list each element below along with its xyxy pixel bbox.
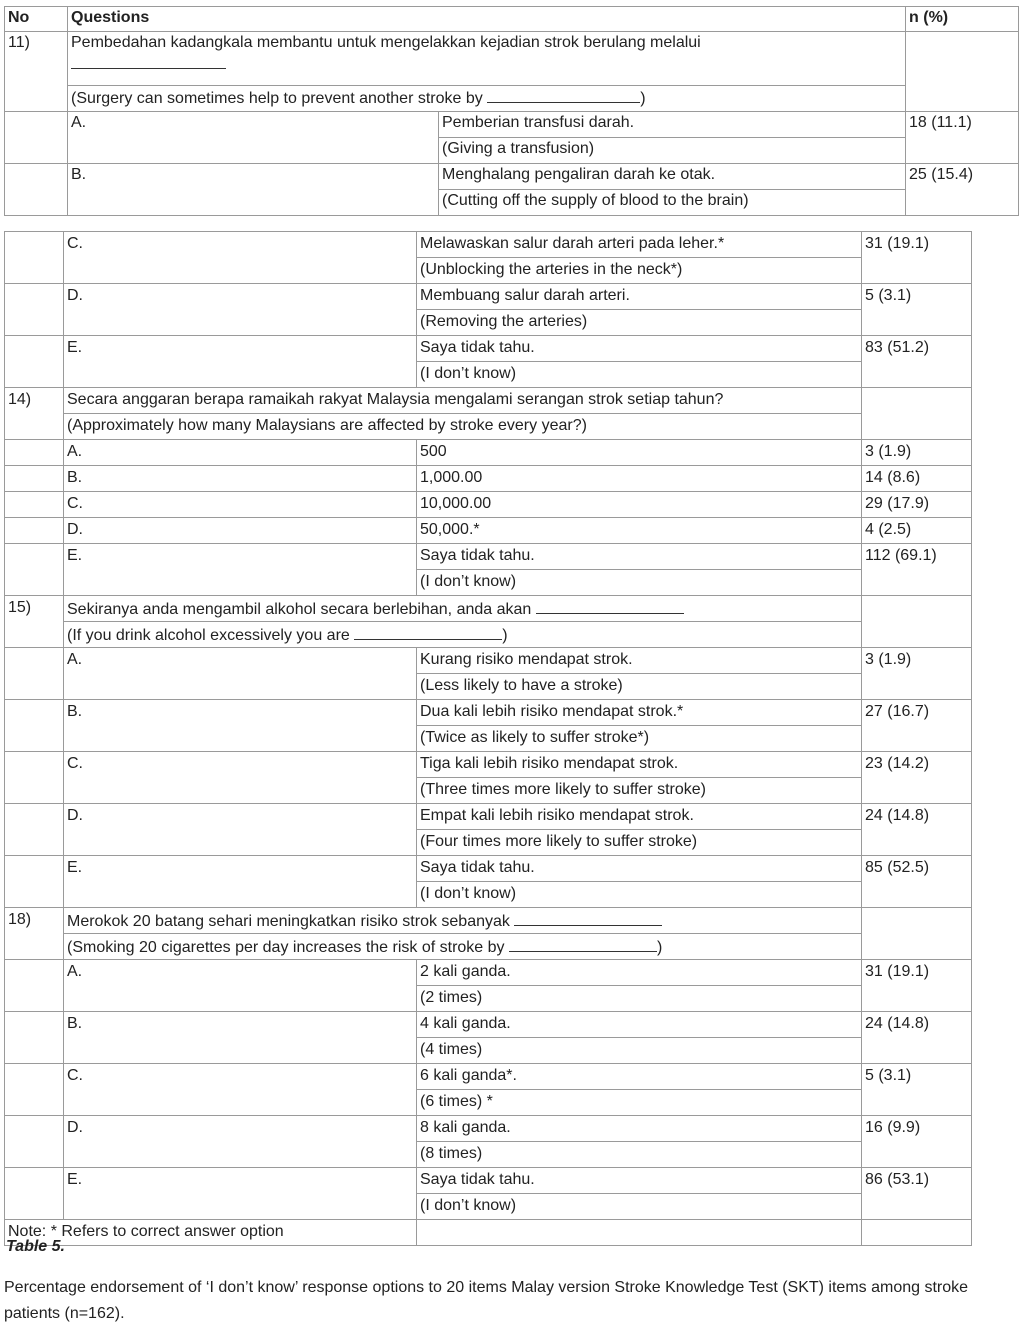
empty-cell: [5, 232, 64, 284]
q11-english-row: [5, 86, 1019, 112]
q14-option-a-row: [5, 440, 972, 466]
table-description: Percentage endorsement of ‘I don’t know’ response options to 20 items Malay version Stroke Knowledge Test (SKT) items among stroke patients (n=162).: [4, 1279, 969, 1322]
q18-d-english: (8 times): [417, 1142, 862, 1168]
q11-english-text: (Surgery can sometimes help to prevent another stroke by: [71, 90, 483, 107]
q18-malay-blank: [514, 911, 662, 926]
q15-c-n: 23 (14.2): [862, 752, 972, 804]
q14-option-b-row: [5, 466, 972, 492]
q11-c-letter: C.: [64, 232, 417, 284]
q14-e-n: 112 (69.1): [862, 544, 972, 596]
empty-cell: [5, 336, 64, 388]
empty-cell: [5, 492, 64, 518]
table-note: Note: * Refers to correct answer option: [5, 1220, 417, 1246]
q15-a-english: (Less likely to have a stroke): [417, 674, 862, 700]
empty-cell: [862, 1220, 972, 1246]
empty-cell: [5, 284, 64, 336]
q15-d-english: (Four times more likely to suffer stroke): [417, 830, 862, 856]
q18-c-letter: C.: [64, 1064, 417, 1116]
empty-cell: [5, 544, 64, 596]
q11-option-c-row: [5, 232, 972, 258]
q18-a-english: (2 times): [417, 986, 862, 1012]
q11-english-blank: [487, 88, 640, 103]
empty-cell: [5, 112, 68, 164]
q15-c-letter: C.: [64, 752, 417, 804]
q15-english-row: [5, 622, 972, 648]
q15-option-b-row: [5, 700, 972, 726]
empty-cell: [5, 648, 64, 700]
q15-c-malay: Tiga kali lebih risiko mendapat strok.: [417, 752, 862, 778]
q11-c-malay: Melawaskan salur darah arteri pada leher.*: [417, 232, 862, 258]
q15-a-n: 3 (1.9): [862, 648, 972, 700]
q11-malay-text: Pembedahan kadangkala membantu untuk mengelakkan kejadian strok berulang melalui: [71, 34, 701, 51]
q11-malay-row: [5, 32, 1019, 86]
q14-english: (Approximately how many Malaysians are affected by stroke every year?): [64, 414, 862, 440]
q11-number: 11): [5, 32, 68, 112]
q15-b-letter: B.: [64, 700, 417, 752]
q11-e-malay: Saya tidak tahu.: [417, 336, 862, 362]
q11-option-b-row: [5, 164, 1019, 190]
q11-close-paren: ): [640, 90, 646, 107]
q18-c-malay: 6 kali ganda*.: [417, 1064, 862, 1090]
q15-b-n: 27 (16.7): [862, 700, 972, 752]
q14-e-letter: E.: [64, 544, 417, 596]
q11-n-empty: [906, 32, 1019, 112]
q11-malay: [68, 32, 906, 86]
q14-d-text: 50,000.*: [417, 518, 862, 544]
q15-malay-text: Sekiranya anda mengambil alkohol secara berlebihan, anda akan: [67, 601, 532, 618]
q14-malay: Secara anggaran berapa ramaikah rakyat Malaysia mengalami serangan strok setiap tahun?: [64, 388, 862, 414]
q15-number: 15): [5, 596, 64, 648]
q15-d-letter: D.: [64, 804, 417, 856]
empty-cell: [5, 466, 64, 492]
q14-option-e-row: [5, 544, 972, 570]
table-caption: Table 5.: [6, 1238, 65, 1255]
q15-malay: [64, 596, 862, 622]
q18-a-letter: A.: [64, 960, 417, 1012]
empty-cell: [5, 856, 64, 908]
empty-cell: [5, 440, 64, 466]
q18-a-n: 31 (19.1): [862, 960, 972, 1012]
q11-b-english: (Cutting off the supply of blood to the brain): [439, 190, 906, 216]
empty-cell: [5, 1012, 64, 1064]
q15-a-letter: A.: [64, 648, 417, 700]
q11-b-letter: B.: [68, 164, 439, 216]
q14-e-english: (I don’t know): [417, 570, 862, 596]
q15-option-a-row: [5, 648, 972, 674]
q14-n-empty: [862, 388, 972, 440]
q11-blank: [71, 54, 226, 69]
q18-english: [64, 934, 862, 960]
q14-d-n: 4 (2.5): [862, 518, 972, 544]
q14-e-malay: Saya tidak tahu.: [417, 544, 862, 570]
q18-c-n: 5 (3.1): [862, 1064, 972, 1116]
q14-c-text: 10,000.00: [417, 492, 862, 518]
header-questions: Questions: [68, 7, 906, 32]
q14-c-n: 29 (17.9): [862, 492, 972, 518]
header-n-pct: n (%): [906, 7, 1019, 32]
q11-d-malay: Membuang salur darah arteri.: [417, 284, 862, 310]
empty-cell: [5, 1064, 64, 1116]
q11-option-a-row: [5, 112, 1019, 138]
empty-cell: [5, 518, 64, 544]
q11-d-n: 5 (3.1): [862, 284, 972, 336]
q14-d-letter: D.: [64, 518, 417, 544]
q15-e-malay: Saya tidak tahu.: [417, 856, 862, 882]
table-header-row: [5, 7, 1019, 32]
q15-option-d-row: [5, 804, 972, 830]
q11-e-english: (I don’t know): [417, 362, 862, 388]
q14-b-text: 1,000.00: [417, 466, 862, 492]
empty-cell: [5, 700, 64, 752]
q11-d-english: (Removing the arteries): [417, 310, 862, 336]
q15-b-english: (Twice as likely to suffer stroke*): [417, 726, 862, 752]
empty-cell: [5, 804, 64, 856]
q11-c-n: 31 (19.1): [862, 232, 972, 284]
q18-b-n: 24 (14.8): [862, 1012, 972, 1064]
q18-e-english: (I don’t know): [417, 1194, 862, 1220]
q15-malay-row: [5, 596, 972, 622]
q15-close-paren: ): [502, 627, 508, 644]
q18-d-letter: D.: [64, 1116, 417, 1168]
q18-e-malay: Saya tidak tahu.: [417, 1168, 862, 1194]
q11-e-n: 83 (51.2): [862, 336, 972, 388]
q18-english-row: [5, 934, 972, 960]
q11-a-english: (Giving a transfusion): [439, 138, 906, 164]
q18-d-n: 16 (9.9): [862, 1116, 972, 1168]
q11-b-n: 25 (15.4): [906, 164, 1019, 216]
q14-malay-row: [5, 388, 972, 414]
q18-b-malay: 4 kali ganda.: [417, 1012, 862, 1038]
empty-cell: [5, 752, 64, 804]
q14-b-letter: B.: [64, 466, 417, 492]
q18-d-malay: 8 kali ganda.: [417, 1116, 862, 1142]
q14-number: 14): [5, 388, 64, 440]
q18-option-b-row: [5, 1012, 972, 1038]
q18-english-text: (Smoking 20 cigarettes per day increases the risk of stroke by: [67, 939, 505, 956]
q15-english: [64, 622, 862, 648]
header-no: No: [5, 7, 68, 32]
q15-english-text: (If you drink alcohol excessively you are: [67, 627, 350, 644]
q11-c-english: (Unblocking the arteries in the neck*): [417, 258, 862, 284]
q14-option-d-row: [5, 518, 972, 544]
note-row: [5, 1220, 972, 1246]
q18-b-letter: B.: [64, 1012, 417, 1064]
q15-e-english: (I don’t know): [417, 882, 862, 908]
q11-english: [68, 86, 906, 112]
q15-english-blank: [354, 625, 502, 640]
q18-e-n: 86 (53.1): [862, 1168, 972, 1220]
q18-malay: [64, 908, 862, 934]
q15-a-malay: Kurang risiko mendapat strok.: [417, 648, 862, 674]
q18-n-empty: [862, 908, 972, 960]
knowledge-table-part-1: [4, 6, 1019, 216]
q14-c-letter: C.: [64, 492, 417, 518]
q18-option-a-row: [5, 960, 972, 986]
q11-option-d-row: [5, 284, 972, 310]
q18-option-d-row: [5, 1116, 972, 1142]
q18-number: 18): [5, 908, 64, 960]
empty-cell: [5, 1116, 64, 1168]
q11-a-letter: A.: [68, 112, 439, 164]
q11-e-letter: E.: [64, 336, 417, 388]
empty-cell: [417, 1220, 862, 1246]
q14-a-text: 500: [417, 440, 862, 466]
empty-cell: [5, 164, 68, 216]
q15-option-c-row: [5, 752, 972, 778]
knowledge-table-part-2: [4, 231, 972, 1246]
q11-a-malay: Pemberian transfusi darah.: [439, 112, 906, 138]
q18-english-blank: [509, 937, 657, 952]
q18-a-malay: 2 kali ganda.: [417, 960, 862, 986]
q14-option-c-row: [5, 492, 972, 518]
q15-b-malay: Dua kali lebih risiko mendapat strok.*: [417, 700, 862, 726]
q11-a-n: 18 (11.1): [906, 112, 1019, 164]
q15-d-malay: Empat kali lebih risiko mendapat strok.: [417, 804, 862, 830]
q15-option-e-row: [5, 856, 972, 882]
q18-c-english: (6 times) *: [417, 1090, 862, 1116]
q15-e-n: 85 (52.5): [862, 856, 972, 908]
q11-d-letter: D.: [64, 284, 417, 336]
q14-b-n: 14 (8.6): [862, 466, 972, 492]
q18-option-e-row: [5, 1168, 972, 1194]
q18-e-letter: E.: [64, 1168, 417, 1220]
q14-a-n: 3 (1.9): [862, 440, 972, 466]
empty-cell: [5, 1168, 64, 1220]
q15-e-letter: E.: [64, 856, 417, 908]
q14-a-letter: A.: [64, 440, 417, 466]
q11-b-malay: Menghalang pengaliran darah ke otak.: [439, 164, 906, 190]
q15-d-n: 24 (14.8): [862, 804, 972, 856]
q18-option-c-row: [5, 1064, 972, 1090]
empty-cell: [5, 960, 64, 1012]
q18-close-paren: ): [656, 939, 663, 956]
q18-malay-text: Merokok 20 batang sehari meningkatkan risiko strok sebanyak: [67, 913, 510, 930]
q11-option-e-row: [5, 336, 972, 362]
q15-c-english: (Three times more likely to suffer stroke): [417, 778, 862, 804]
q15-malay-blank: [536, 599, 684, 614]
q14-english-row: [5, 414, 972, 440]
q15-n-empty: [862, 596, 972, 648]
q18-b-english: (4 times): [417, 1038, 862, 1064]
q18-malay-row: [5, 908, 972, 934]
